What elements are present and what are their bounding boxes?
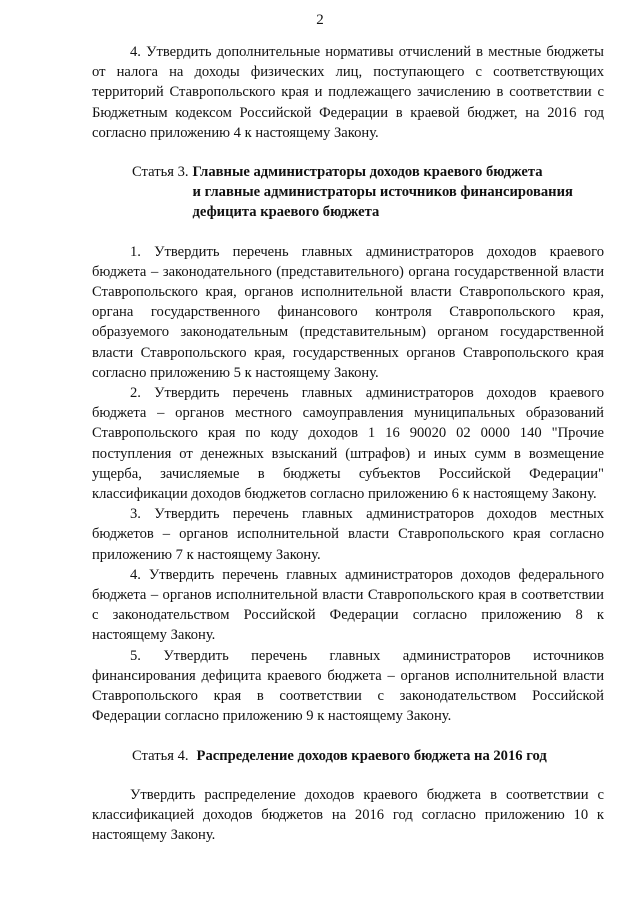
article-3-item-2: 2. Утвердить перечень главных администраторов доходов краевого бюджета – органов местного самоуправления муниципальных образований Ставропольского края по коду доходов 1 16 90020 02 0000 140 "Прочие поступления от денежных взысканий (штрафов) и иных сумм в возмещение ущерба, зачисляемые в бюджеты субъектов Российской Федерации" классификации доходов бюджетов согласно приложению 6 к настоящему Закону. <box>92 385 604 503</box>
article-4-item-1: Утвердить распределение доходов краевого бюджета в соответствии с классификацией доходов бюджетов на 2016 год согласно приложению 10 к настоящему Закону. <box>92 786 604 844</box>
article-4-heading <box>92 746 604 766</box>
article-3-heading <box>92 162 604 223</box>
article-3-title-line: дефицита краевого бюджета <box>192 204 380 221</box>
article-3-item-1: 1. Утвердить перечень главных администраторов доходов краевого бюджета – законодательного (представительного) органа государственной власти Ставропольского края, органов исполнительной власти Ставропольского края, органа государственного финансового контроля Ставропольского края, образуемого законодательным (представительным) органом государственной власти Ставропольского края, государственных органов Ставропольского края согласно приложению 5 к настоящему Закону. <box>92 243 604 381</box>
article-3-title-line: и главные администраторы источников финансирования <box>192 184 573 201</box>
article-4-title: Распределение доходов краевого бюджета на 2016 год <box>196 747 547 764</box>
article-3-item-4: 4. Утвердить перечень главных администраторов доходов федерального бюджета – органов исполнительной власти Ставропольского края в соответствии с законодательством Российской Федерации согласно приложению 8 к настоящему Закону. <box>92 566 604 644</box>
article-3-number: Статья 3. <box>132 164 189 181</box>
article-3-item-3: 3. Утвердить перечень главных администраторов доходов местных бюджетов – органов исполнительной власти Ставропольского края согласно приложению 7 к настоящему Закону. <box>92 506 604 563</box>
paragraph-additional-norms: 4. Утвердить дополнительные нормативы отчислений в местные бюджеты от налога на доходы физических лиц, поступающего с соответствующих территорий Ставропольского края и подлежащего зачислению в соответствии с Бюджетным кодексом Российской Федерации в краевой бюджет, на 2016 год согласно приложению 4 к настоящему Закону. <box>92 44 604 141</box>
article-3-title-line: Главные администраторы доходов краевого бюджета <box>192 164 543 181</box>
document-body <box>92 42 604 845</box>
article-3-title <box>189 162 573 223</box>
page-number: 2 <box>316 12 324 28</box>
article-3-item-5: 5. Утвердить перечень главных администраторов источников финансирования дефицита краевого бюджета – органов исполнительной власти Ставропольского края в соответствии с законодательством Российской Федерации согласно приложению 9 к настоящему Закону. <box>92 647 604 725</box>
article-4-number: Статья 4. <box>132 747 189 764</box>
